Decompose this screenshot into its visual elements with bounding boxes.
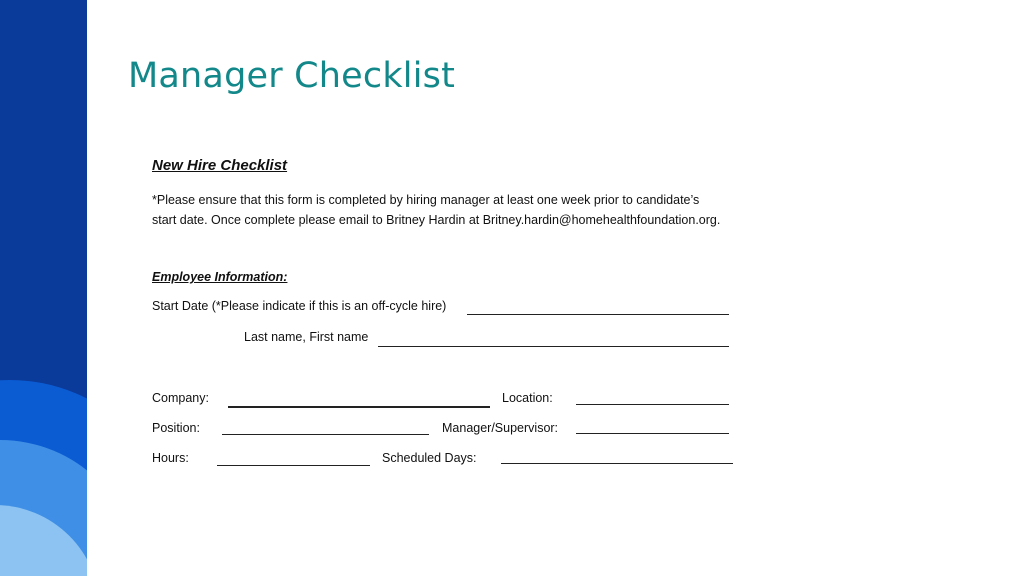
- scheduled-days-field[interactable]: [501, 463, 733, 464]
- location-label: Location:: [502, 391, 553, 405]
- manager-label: Manager/Supervisor:: [442, 421, 559, 435]
- hours-label: Hours:: [152, 451, 189, 465]
- section-title: Employee Information:: [152, 270, 288, 284]
- position-field[interactable]: [222, 434, 429, 435]
- name-field[interactable]: [378, 346, 729, 347]
- scheduled-days-label: Scheduled Days:: [382, 451, 477, 465]
- position-label: Position:: [152, 421, 200, 435]
- company-field[interactable]: [228, 406, 490, 408]
- instruction-line: start date. Once complete please email to Britney Hardin at Britney.hardin@homehealthfoundation.org.: [152, 213, 721, 227]
- location-field[interactable]: [576, 404, 729, 405]
- start-date-label: Start Date (*Please indicate if this is an off-cycle hire): [152, 299, 447, 313]
- slide-title: Manager Checklist: [128, 56, 456, 96]
- new-hire-form-image: [152, 150, 752, 490]
- name-label: Last name, First name: [244, 330, 369, 344]
- sidebar-decoration: [0, 0, 87, 576]
- manager-field[interactable]: [576, 433, 729, 434]
- hours-field[interactable]: [217, 465, 370, 466]
- form-heading: New Hire Checklist: [152, 157, 288, 174]
- company-label: Company:: [152, 391, 209, 405]
- form-instructions: [152, 190, 752, 230]
- start-date-field[interactable]: [467, 314, 729, 315]
- instruction-line: *Please ensure that this form is completed by hiring manager at least one week prior to candidate’s: [152, 193, 700, 207]
